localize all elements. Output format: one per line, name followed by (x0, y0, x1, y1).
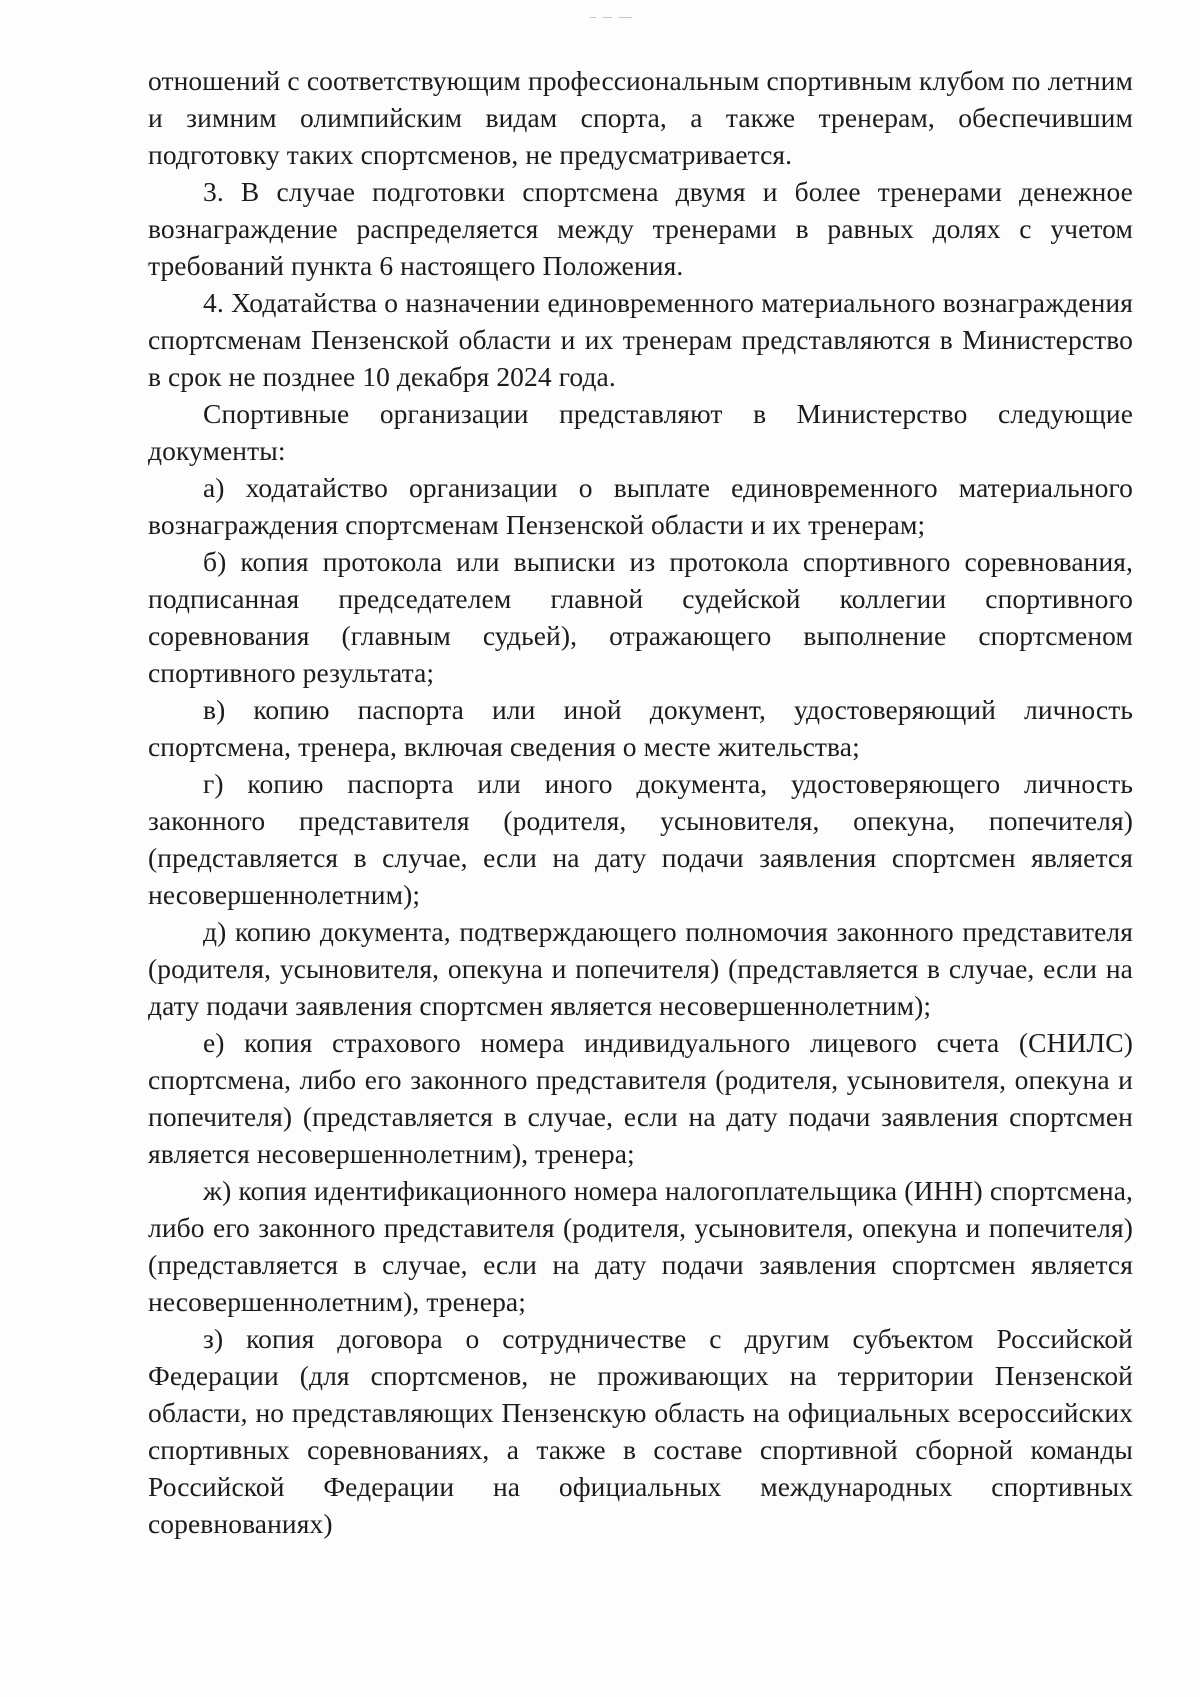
list-item-b: б) копия протокола или выписки из протокола спортивного соревнования, подписанная председателем главной судейской коллегии спортивного соревнования (главным судьей), отражающего выполнение спортсменом спортивного результата; (148, 546, 1133, 688)
list-item-zh: ж) копия идентификационного номера налогоплательщика (ИНН) спортсмена, либо его законного представителя (родителя, усыновителя, опекуна и попечителя) (представляется в случае, если на дату подачи заявления спортсмен является несовершеннолетним), тренера; (148, 1175, 1133, 1317)
list-item-d: д) копию документа, подтверждающего полномочия законного представителя (родителя, усыновителя, опекуна и попечителя) (представляется в случае, если на дату подачи заявления спортсмен является несовершеннолетним); (148, 916, 1133, 1021)
list-item-g: г) копию паспорта или иного документа, удостоверяющего личность законного представителя (родителя, усыновителя, опекуна, попечителя) (представляется в случае, если на дату подачи заявления спортсмен является несовершеннолетним); (148, 768, 1133, 910)
paragraph-continuation: отношений с соответствующим профессиональным спортивным клубом по летним и зимним олимпийским видам спорта, а также тренерам, обеспечившим подготовку таких спортсменов, не предусматривается. (148, 65, 1133, 170)
paragraph-documents-intro: Спортивные организации представляют в Министерство следующие документы: (148, 398, 1133, 466)
paragraph-item-3: 3. В случае подготовки спортсмена двумя и более тренерами денежное вознаграждение распределяется между тренерами в равных долях с учетом требований пункта 6 настоящего Положения. (148, 176, 1133, 281)
document-body (148, 62, 1133, 1542)
list-item-a: а) ходатайство организации о выплате единовременного материального вознаграждения спортсменам Пензенской области и их тренерам; (148, 472, 1133, 540)
list-item-z: з) копия договора о сотрудничестве с другим субъектом Российской Федерации (для спортсменов, не проживающих на территории Пензенской области, но представляющих Пензенскую область на официальных всероссийских спортивных соревнованиях, а также в составе спортивной сборной команды Российской Федерации на официальных международных спортивных соревнованиях) (148, 1323, 1133, 1539)
list-item-e: е) копия страхового номера индивидуального лицевого счета (СНИЛС) спортсмена, либо его законного представителя (родителя, усыновителя, опекуна и попечителя) (представляется в случае, если на дату подачи заявления спортсмен является несовершеннолетним), тренера; (148, 1027, 1133, 1169)
paragraph-item-4: 4. Ходатайства о назначении единовременного материального вознаграждения спортсменам Пензенской области и их тренерам представляются в Министерство в срок не позднее 10 декабря 2024 года. (148, 287, 1133, 392)
scan-artifact (590, 8, 660, 12)
list-item-v: в) копию паспорта или иной документ, удостоверяющий личность спортсмена, тренера, включая сведения о месте жительства; (148, 694, 1133, 762)
